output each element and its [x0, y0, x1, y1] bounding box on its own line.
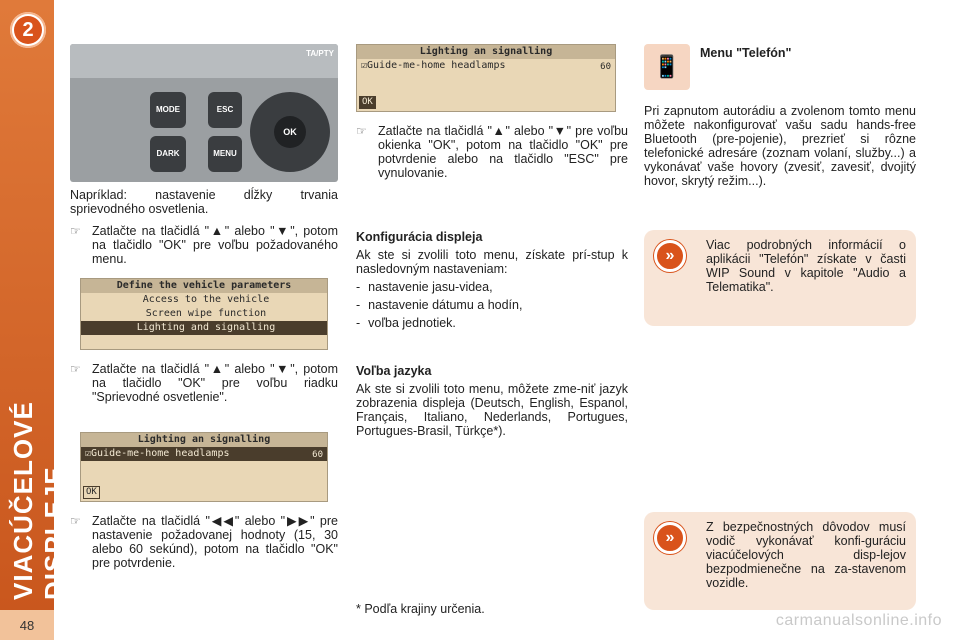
intro-text: Napríklad: nastavenie dĺžky trvania sprievodného osvetlenia. — [70, 188, 338, 216]
watermark: carmanualsonline.info — [775, 612, 942, 629]
lcd-title: Lighting an signalling — [357, 45, 615, 59]
list-item: - nastavenie dátumu a hodín, — [356, 298, 523, 312]
step-4-text: Zatlačte na tlačidlá "▲" alebo "▼" pre voľbu okienka "OK", potom na tlačidlo "OK" pre potvrdenie alebo na tlačidlo "ESC" pre vynulovanie. — [378, 124, 628, 180]
double-chevron-icon: » — [654, 240, 686, 272]
double-chevron-icon: » — [654, 522, 686, 554]
mode-button: MODE — [150, 92, 186, 128]
dark-button: DARK — [150, 136, 186, 172]
ok-button: OK — [274, 116, 306, 148]
footnote: * Podľa krajiny určenia. — [356, 602, 485, 616]
info-text: Viac podrobných informácií o aplikácii "Telefón" získate v časti WIP Sound v kapitole "Audio a Telematika". — [706, 238, 906, 294]
step-3-text: Zatlačte na tlačidlá "◀◀" alebo "▶▶" pre nastavenie požadovanej hodnoty (15, 30 alebo 60 sekúnd), potom na tlačidlo "OK" pre potvrdenie. — [92, 514, 338, 570]
column-right — [644, 44, 916, 188]
step-2-text: Zatlačte na tlačidlá "▲" alebo "▼", potom na tlačidlo "OK" pre voľbu riadku "Sprievodné osvetlenie". — [92, 362, 338, 404]
lcd-row: Screen wipe function — [145, 308, 267, 319]
lcd-ok-box-selected: OK — [359, 96, 376, 109]
lcd-lighting — [80, 432, 328, 502]
info-text: Z bezpečnostných dôvodov musí vodič vykonávať konfi-guráciu viacúčelových disp-lejov bezpodmienečne na za-stavenom vozidle. — [706, 520, 906, 590]
step-1-text: Zatlačte na tlačidlá "▲" alebo "▼", potom na tlačidlo "OK" pre voľbu požadovaného menu. — [92, 224, 338, 266]
chapter-title: VIACÚČELOVÉ DISPLEJE — [8, 401, 69, 600]
page-number: 48 — [0, 610, 54, 640]
step-3 — [70, 514, 338, 570]
chapter-badge — [10, 12, 46, 48]
phone-menu-title: Menu "Telefón" — [700, 46, 792, 60]
heading-display-config: Konfigurácia displeja — [356, 230, 483, 244]
pointing-hand-icon: ☞ — [70, 362, 81, 376]
list-item: - nastavenie jasu-videa, — [356, 280, 493, 294]
pointing-hand-icon: ☞ — [70, 224, 81, 238]
esc-button: ESC — [208, 92, 242, 128]
heading-language: Voľba jazyka — [356, 364, 432, 378]
step-2 — [70, 362, 338, 404]
menu-button: MENU — [208, 136, 242, 172]
phone-menu-header — [644, 44, 916, 90]
radio-top-strip — [70, 44, 338, 78]
lcd-vehicle-params — [80, 278, 328, 350]
column-middle — [356, 44, 628, 438]
display-intro: Ak ste si zvolili toto menu, získate prí-stup k nasledovným nastaveniam: — [356, 248, 628, 276]
info-box-safety — [644, 512, 916, 610]
lcd-row-selected: ☑Guide-me-home headlamps — [81, 447, 327, 461]
lcd-title: Lighting an signalling — [81, 433, 327, 447]
step-1 — [70, 224, 338, 266]
chapter-number: 2 — [14, 16, 42, 44]
step-4 — [356, 124, 628, 180]
lcd-row-selected: Lighting and signalling — [81, 321, 327, 335]
sidebar — [0, 0, 69, 640]
lcd-row: Access to the vehicle — [142, 294, 270, 305]
lcd-title: Define the vehicle parameters — [81, 279, 327, 293]
info-box-telephone — [644, 230, 916, 326]
pointing-hand-icon: ☞ — [356, 124, 367, 138]
phone-menu-text: Pri zapnutom autorádiu a zvolenom tomto menu môžete nakonfigurovať vašu sadu hands-free Bluetooth (pre-pojenie), prezrieť si rôzne telefonické adresáre (zoznam volaní, služby...) a vykonávať vaše hovory (zvesiť, zavesiť, dvojitý hovor, skrytý režim...). — [644, 104, 916, 188]
lcd-ok-box: OK — [83, 486, 100, 499]
language-text: Ak ste si zvolili toto menu, môžete zme-niť jazyk zobrazenia displeja (Deutsch, English, Espanol, Français, Italiano, Nederlands, Portugues, Portugues-Brasil, Türkçe*). — [356, 382, 628, 438]
lcd-lighting-ok — [356, 44, 616, 112]
lcd-value: 60 — [600, 62, 611, 72]
column-left — [70, 44, 338, 570]
radio-illustration — [70, 44, 338, 182]
list-item: - voľba jednotiek. — [356, 316, 456, 330]
pointing-hand-icon: ☞ — [70, 514, 81, 528]
lcd-row: ☑Guide-me-home headlamps — [361, 60, 506, 71]
lcd-value: 60 — [312, 450, 323, 460]
bluetooth-phone-icon: 📱 — [644, 44, 690, 90]
